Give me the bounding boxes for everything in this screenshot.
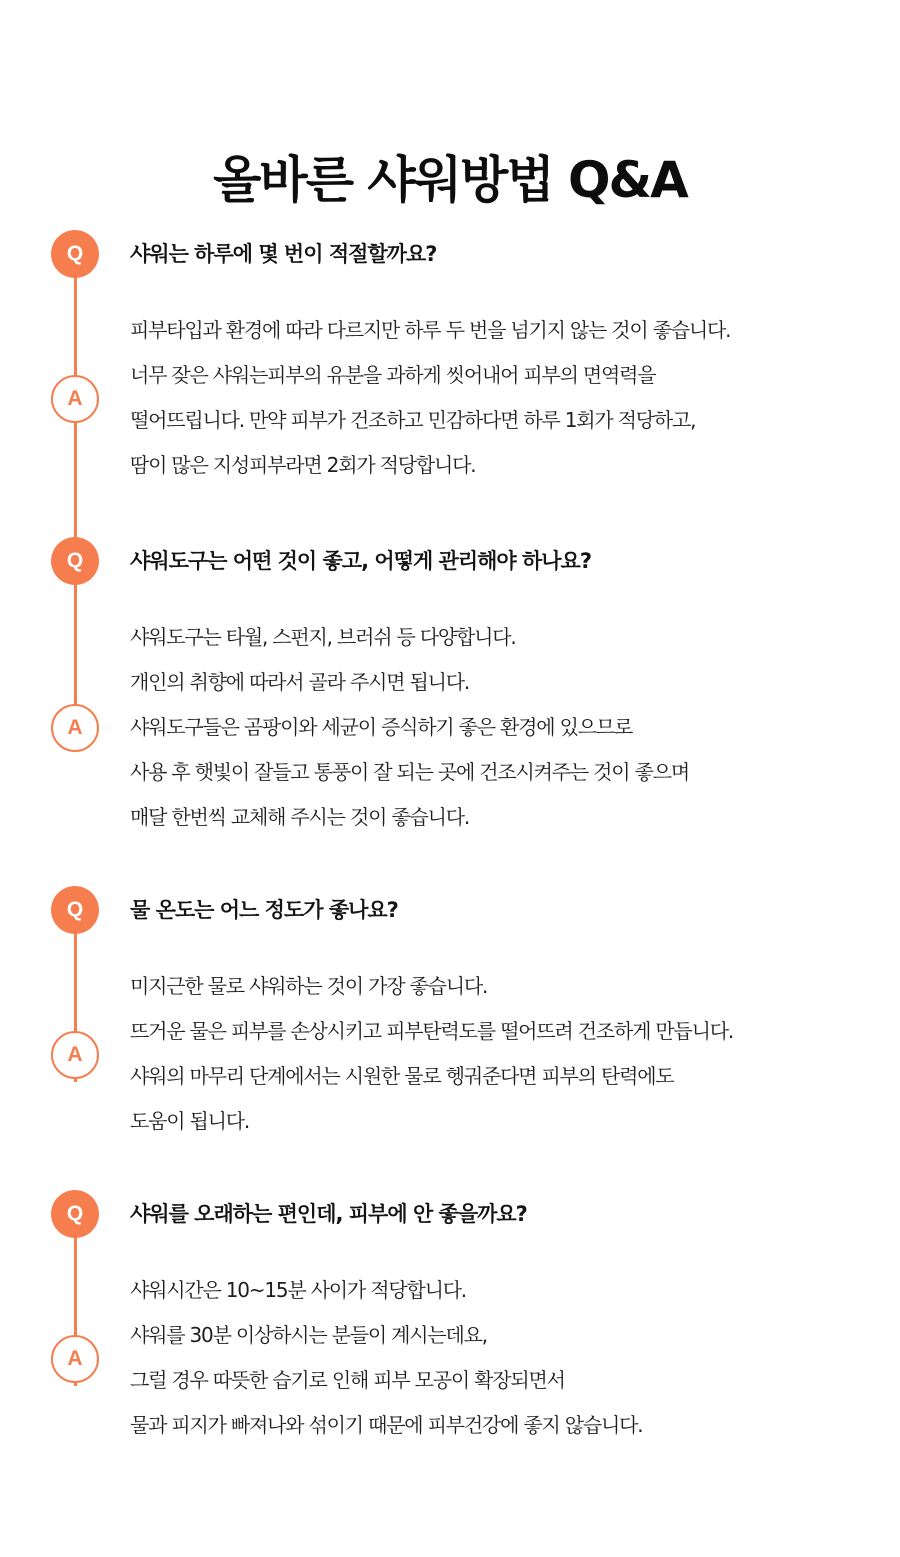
answer-line: 매달 한번씩 교체해 주시는 것이 좋습니다. [130,805,469,829]
answer-text [130,615,875,840]
answer-line: 샤워도구들은 곰팡이와 세균이 증식하기 좋은 환경에 있으므로 [130,715,633,739]
question-text: 물 온도는 어느 정도가 좋나요? [130,898,398,922]
answer-line: 샤워도구는 타월, 스펀지, 브러쉬 등 다양합니다. [130,625,516,649]
answer-line: 샤워의 마무리 단계에서는 시원한 물로 헹궈준다면 피부의 탄력에도 [130,1064,674,1088]
answer-line: 뜨거운 물은 피부를 손상시키고 피부탄력도를 떨어뜨려 건조하게 만듭니다. [130,1019,733,1043]
answer-badge-icon: A [51,704,99,752]
answer-text [130,308,875,488]
answer-line: 사용 후 햇빛이 잘들고 통풍이 잘 되는 곳에 건조시켜주는 것이 좋으며 [130,760,689,784]
question-text: 샤워를 오래하는 편인데, 피부에 안 좋을까요? [130,1202,527,1226]
answer-line: 미지근한 물로 샤워하는 것이 가장 좋습니다. [130,974,488,998]
answer-line: 떨어뜨립니다. 만약 피부가 건조하고 민감하다면 하루 1회가 적당하고, [130,408,696,432]
question-badge-icon: Q [51,537,99,585]
answer-badge-icon: A [51,1031,99,1079]
answer-line: 도움이 됩니다. [130,1109,250,1133]
answer-line: 샤워시간은 10~15분 사이가 적당합니다. [130,1278,466,1302]
question-text: 샤워는 하루에 몇 번이 적절할까요? [130,242,437,266]
answer-badge-icon: A [51,375,99,423]
answer-line: 피부타입과 환경에 따라 다르지만 하루 두 번을 넘기지 않는 것이 좋습니다. [130,318,731,342]
answer-line: 너무 잦은 샤워는피부의 유분을 과하게 씻어내어 피부의 면역력을 [130,363,656,387]
answer-badge-icon: A [51,1335,99,1383]
question-badge-icon: Q [51,1190,99,1238]
question-text: 샤워도구는 어떤 것이 좋고, 어떻게 관리해야 하나요? [130,549,592,573]
answer-text [130,964,875,1144]
answer-line: 땀이 많은 지성피부라면 2회가 적당합니다. [130,453,476,477]
answer-line: 개인의 취향에 따라서 골라 주시면 됩니다. [130,670,469,694]
question-badge-icon: Q [51,886,99,934]
answer-line: 샤워를 30분 이상하시는 분들이 계시는데요, [130,1323,487,1347]
page-title: 올바른 샤워방법 Q&A [213,150,687,209]
answer-text [130,1268,875,1448]
answer-line: 그럴 경우 따뜻한 습기로 인해 피부 모공이 확장되면서 [130,1368,565,1392]
question-badge-icon: Q [51,230,99,278]
answer-line: 물과 피지가 빠져나와 섞이기 때문에 피부건강에 좋지 않습니다. [130,1413,643,1437]
